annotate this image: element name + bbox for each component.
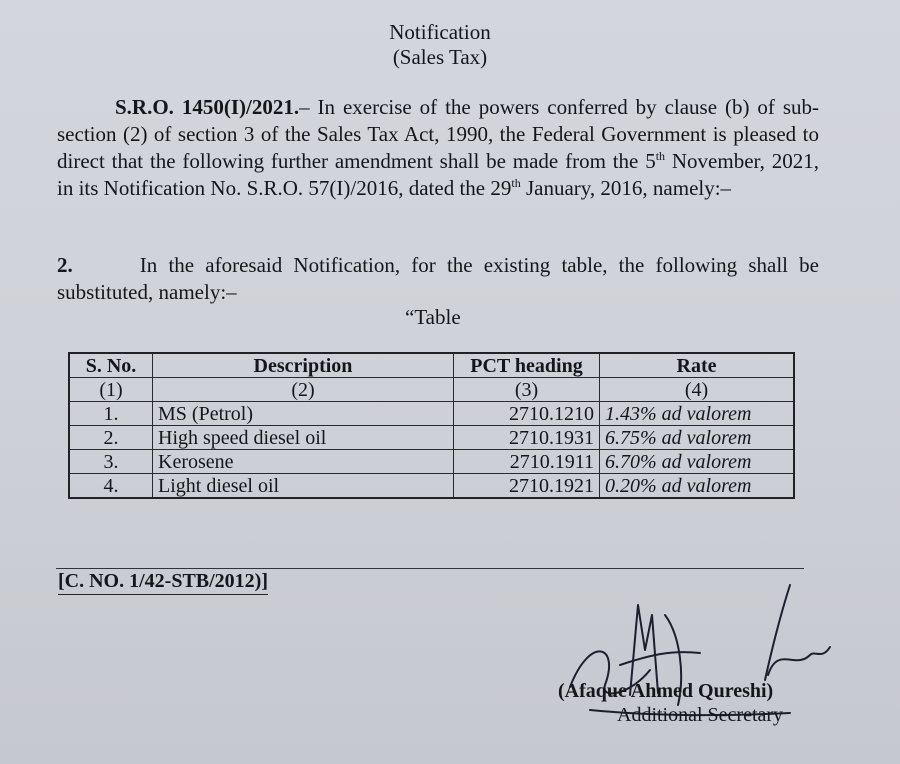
cell-pct: 2710.1210 (454, 402, 600, 426)
superscript-th-1: th (655, 149, 666, 163)
column-number: (4) (600, 378, 795, 402)
cell-sno: 2. (69, 426, 153, 450)
cell-rate: 1.43% ad valorem (600, 402, 795, 426)
table-row (69, 402, 794, 426)
sro-number: S.R.O. 1450(I)/2021. (115, 95, 300, 119)
signatory-designation: Additional Secretary (617, 704, 784, 726)
cell-description: MS (Petrol) (153, 402, 454, 426)
paragraph-1-text-a: – In exercise of the powers conferred by clause (b) of sub-section (2) of section 3 of the Sales Tax Act, 1990, the Federal Government is pleased to direct that the following further amendment shall be made from the 5 (57, 95, 819, 173)
header-pct-heading: PCT heading (454, 353, 600, 378)
cell-sno: 4. (69, 474, 153, 499)
paragraph-2 (57, 252, 819, 306)
cell-pct: 2710.1911 (454, 450, 600, 474)
cell-rate: 6.70% ad valorem (600, 450, 795, 474)
cell-description: Kerosene (153, 450, 454, 474)
table-row (69, 474, 794, 499)
document-title: Notification (389, 20, 491, 44)
paragraph-2-text: In the aforesaid Notification, for the existing table, the following shall be substituted, namely:– (57, 253, 819, 304)
table-number-row (69, 378, 794, 402)
table-header-row (69, 353, 794, 378)
signatory-name: (Afaque Ahmed Qureshi) (558, 680, 774, 702)
cell-pct: 2710.1931 (454, 426, 600, 450)
superscript-th-2: th (511, 176, 521, 190)
header-rate: Rate (600, 353, 795, 378)
column-number: (3) (454, 378, 600, 402)
paragraph-1 (57, 94, 819, 202)
cell-sno: 1. (69, 402, 153, 426)
table-row (69, 426, 794, 450)
paragraph-1-text-b: November, 2021, in its Notification No. S.R.O. 57(I)/2016, dated the 29 (57, 149, 819, 200)
table-title: “Table (405, 305, 461, 329)
cell-pct: 2710.1921 (454, 474, 600, 499)
column-number: (2) (153, 378, 454, 402)
cell-rate: 0.20% ad valorem (600, 474, 795, 499)
header-sno: S. No. (69, 353, 153, 378)
rates-table (68, 352, 795, 499)
paragraph-2-number: 2. (57, 253, 73, 277)
header-description: Description (153, 353, 454, 378)
document-subtitle: (Sales Tax) (392, 45, 488, 69)
cell-description: Light diesel oil (153, 474, 454, 499)
column-number: (1) (69, 378, 153, 402)
reference-number: [C. NO. 1/42-STB/2012)] (58, 568, 268, 595)
paragraph-1-text-c: January, 2016, namely:– (520, 176, 732, 200)
cell-rate: 6.75% ad valorem (600, 426, 795, 450)
cell-description: High speed diesel oil (153, 426, 454, 450)
cell-sno: 3. (69, 450, 153, 474)
table-row (69, 450, 794, 474)
